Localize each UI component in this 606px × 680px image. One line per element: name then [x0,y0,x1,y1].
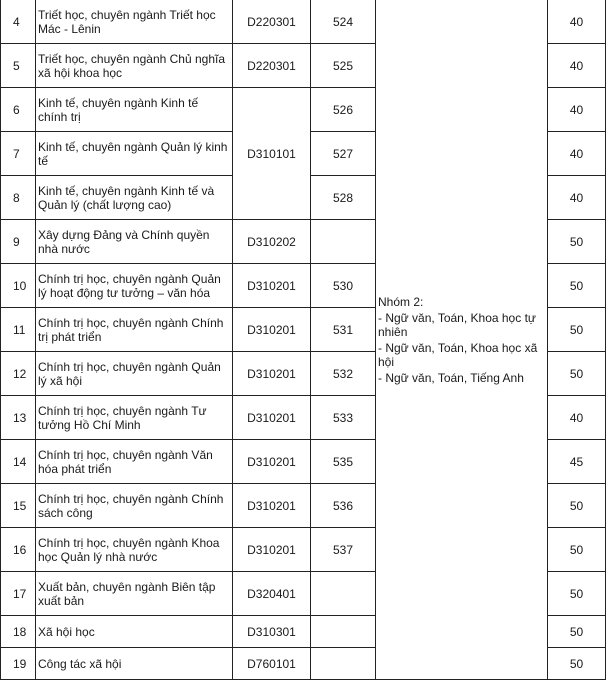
subject-group-cell [376,0,548,680]
row-name: Kinh tế, chuyên ngành Kinh tế chính trị [36,88,233,132]
row-name: Xuất bản, chuyên ngành Biên tập xuất bản [36,572,233,616]
row-stt: 19 [1,648,36,680]
row-number [311,220,376,264]
row-quota: 40 [548,396,606,440]
row-name: Chính trị học, chuyên ngành Văn hóa phát triển [36,440,233,484]
row-code: D220301 [233,44,311,88]
row-quota: 40 [548,0,606,44]
row-quota: 50 [548,264,606,308]
row-stt: 6 [1,88,36,132]
row-code: D310201 [233,396,311,440]
row-code: D310201 [233,528,311,572]
row-stt: 18 [1,616,36,648]
row-number: 528 [311,176,376,220]
row-number: 524 [311,0,376,44]
row-stt: 9 [1,220,36,264]
row-number [311,572,376,616]
group-line: - Ngữ văn, Toán, Khoa học tự nhiên [378,310,536,339]
group-line: - Ngữ văn, Toán, Tiếng Anh [378,370,524,385]
row-code: D310201 [233,264,311,308]
row-name: Xã hội học [36,616,233,648]
row-stt: 17 [1,572,36,616]
row-stt: 11 [1,308,36,352]
row-quota: 50 [548,220,606,264]
row-number: 533 [311,396,376,440]
row-quota: 50 [548,572,606,616]
row-number: 530 [311,264,376,308]
row-number [311,616,376,648]
row-number [311,648,376,680]
row-quota: 40 [548,176,606,220]
row-code: D310101 [233,88,311,220]
row-quota: 50 [548,484,606,528]
row-stt: 14 [1,440,36,484]
row-number: 531 [311,308,376,352]
row-name: Chính trị học, chuyên ngành Quản lý hoạt động tư tưởng – văn hóa [36,264,233,308]
row-stt: 4 [1,0,36,44]
row-code: D310202 [233,220,311,264]
row-name: Chính trị học, chuyên ngành Chính trị phát triển [36,308,233,352]
row-number: 536 [311,484,376,528]
row-stt: 7 [1,132,36,176]
row-quota: 40 [548,44,606,88]
row-code: D310201 [233,484,311,528]
row-code: D310201 [233,440,311,484]
group-line: - Ngữ văn, Toán, Khoa học xã hội [378,340,538,369]
row-quota: 50 [548,648,606,680]
row-quota: 45 [548,440,606,484]
row-number: 525 [311,44,376,88]
group-title: Nhóm 2: [378,294,424,309]
row-stt: 15 [1,484,36,528]
row-code: D310201 [233,352,311,396]
row-name: Kinh tế, chuyên ngành Kinh tế và Quản lý (chất lượng cao) [36,176,233,220]
row-code: D310301 [233,616,311,648]
row-quota: 50 [548,616,606,648]
row-stt: 10 [1,264,36,308]
row-number: 537 [311,528,376,572]
row-name: Chính trị học, chuyên ngành Khoa học Quản lý nhà nước [36,528,233,572]
row-name: Triết học, chuyên ngành Chủ nghĩa xã hội khoa học [36,44,233,88]
row-stt: 13 [1,396,36,440]
row-name: Xây dựng Đảng và Chính quyền nhà nước [36,220,233,264]
row-code: D760101 [233,648,311,680]
row-number: 527 [311,132,376,176]
row-stt: 12 [1,352,36,396]
row-number: 535 [311,440,376,484]
row-name: Chính trị học, chuyên ngành Tư tưởng Hồ Chí Minh [36,396,233,440]
row-number: 532 [311,352,376,396]
row-name: Chính trị học, chuyên ngành Quản lý xã hội [36,352,233,396]
table-row [1,0,606,44]
row-code: D320401 [233,572,311,616]
row-quota: 40 [548,132,606,176]
row-name: Kinh tế, chuyên ngành Quản lý kinh tế [36,132,233,176]
row-name: Công tác xã hội [36,648,233,680]
row-quota: 40 [548,88,606,132]
row-quota: 50 [548,308,606,352]
row-code: D220301 [233,0,311,44]
row-number: 526 [311,88,376,132]
row-code: D310201 [233,308,311,352]
row-name: Chính trị học, chuyên ngành Chính sách công [36,484,233,528]
row-quota: 50 [548,352,606,396]
row-name: Triết học, chuyên ngành Triết học Mác - Lênin [36,0,233,44]
row-stt: 16 [1,528,36,572]
row-quota: 50 [548,528,606,572]
row-stt: 8 [1,176,36,220]
row-stt: 5 [1,44,36,88]
